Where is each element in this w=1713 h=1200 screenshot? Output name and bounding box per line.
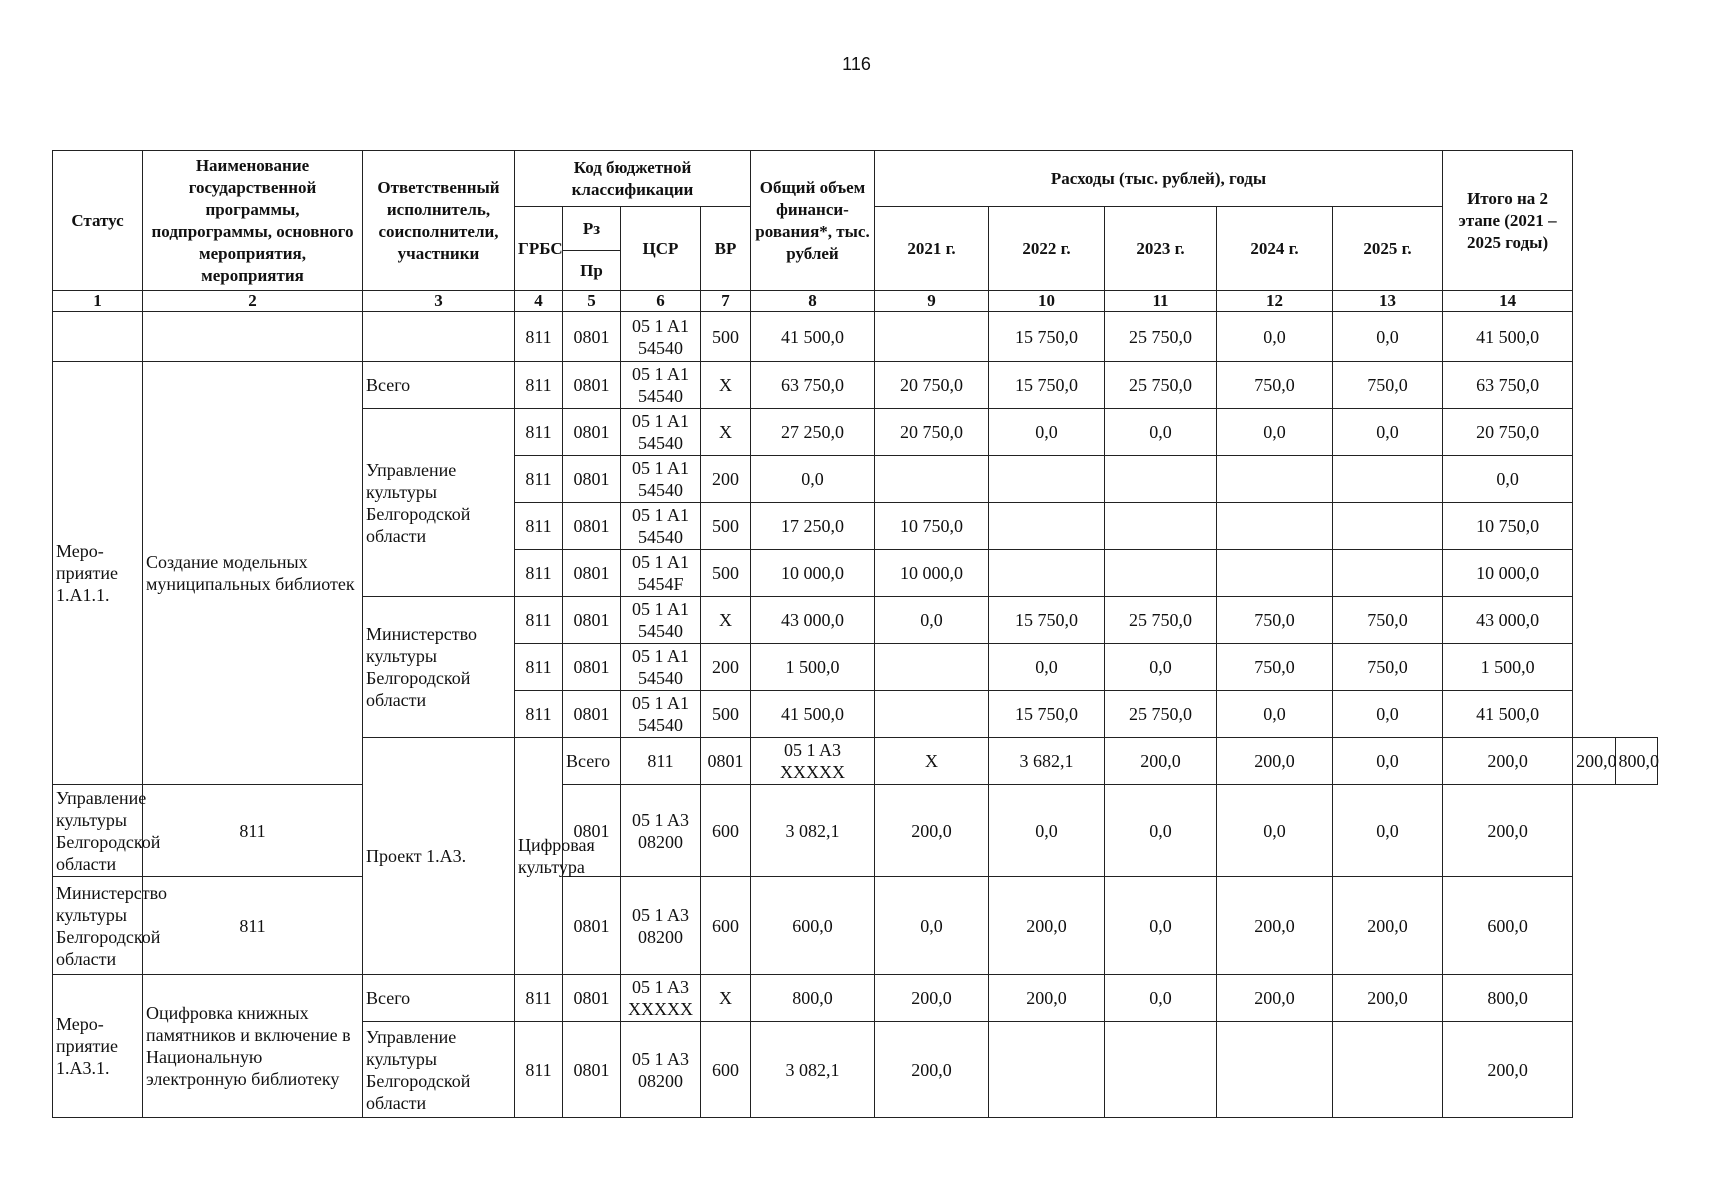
header-expenses: Расходы (тыс. рублей), годы	[875, 151, 1443, 207]
grbs-cell: 811	[515, 456, 563, 503]
header-total-volume: Общий объем финанси-рования*, тыс. рублей	[751, 151, 875, 291]
rzpr-cell: 0801	[563, 503, 621, 550]
column-number: 3	[363, 291, 515, 312]
executor-cell: Всего	[563, 738, 621, 785]
column-number: 5	[563, 291, 621, 312]
year-2023-cell	[1105, 1022, 1217, 1118]
year-2021-cell: 200,0	[875, 785, 989, 877]
year-2021-cell: 200,0	[875, 975, 989, 1022]
year-2022-cell: 0,0	[989, 409, 1105, 456]
year-2022-cell: 15 750,0	[989, 312, 1105, 362]
year-2024-cell	[1217, 503, 1333, 550]
column-number: 7	[701, 291, 751, 312]
total-volume-cell: 3 082,1	[751, 785, 875, 877]
year-2022-cell	[989, 456, 1105, 503]
year-2023-cell: 0,0	[1105, 644, 1217, 691]
year-2022-cell: 15 750,0	[989, 691, 1105, 738]
total-volume-cell: 600,0	[751, 877, 875, 975]
table-row	[53, 312, 1658, 362]
vr-cell: 600	[701, 877, 751, 975]
stage-total-cell: 600,0	[1443, 877, 1573, 975]
header-rz: Рз	[563, 207, 621, 251]
column-number: 6	[621, 291, 701, 312]
csr-cell: 05 1 A1 54540	[621, 409, 701, 456]
column-number: 14	[1443, 291, 1573, 312]
grbs-cell: 811	[515, 597, 563, 644]
year-2021-cell: 200,0	[875, 1022, 989, 1118]
year-2021-cell	[875, 312, 989, 362]
column-number: 4	[515, 291, 563, 312]
header-year-2022: 2022 г.	[989, 207, 1105, 291]
year-2023-cell: 25 750,0	[1105, 312, 1217, 362]
year-2021-cell	[875, 456, 989, 503]
stage-total-cell: 800,0	[1615, 738, 1657, 785]
csr-cell: 05 1 A3 08200	[621, 785, 701, 877]
status-cell	[53, 312, 143, 362]
total-volume-cell: 41 500,0	[751, 691, 875, 738]
year-2025-cell: 0,0	[1333, 785, 1443, 877]
total-volume-cell: 3 082,1	[751, 1022, 875, 1118]
csr-cell: 05 1 A1 54540	[621, 597, 701, 644]
year-2022-cell: 200,0	[1217, 738, 1333, 785]
column-number: 12	[1217, 291, 1333, 312]
year-2021-cell: 20 750,0	[875, 409, 989, 456]
year-2024-cell	[1217, 456, 1333, 503]
csr-cell: 05 1 A3 08200	[621, 1022, 701, 1118]
year-2024-cell	[1217, 1022, 1333, 1118]
name-cell	[143, 312, 363, 362]
executor-cell: Управление культуры Белгородской области	[363, 1022, 515, 1118]
grbs-cell: 811	[143, 877, 363, 975]
year-2025-cell: 0,0	[1333, 691, 1443, 738]
vr-cell: 500	[701, 312, 751, 362]
column-numbers-row	[53, 291, 1658, 312]
column-number: 2	[143, 291, 363, 312]
year-2025-cell	[1333, 1022, 1443, 1118]
header-grbs: ГРБС	[515, 207, 563, 291]
year-2024-cell: 200,0	[1217, 975, 1333, 1022]
stage-total-cell: 10 750,0	[1443, 503, 1573, 550]
rzpr-cell: 0801	[563, 975, 621, 1022]
rzpr-cell: 0801	[701, 738, 751, 785]
header-budget-code: Код бюджетной классификации	[515, 151, 751, 207]
executor-cell: Всего	[363, 362, 515, 409]
year-2022-cell: 0,0	[989, 785, 1105, 877]
year-2025-cell: 0,0	[1333, 409, 1443, 456]
year-2021-cell: 200,0	[1105, 738, 1217, 785]
year-2023-cell	[1105, 503, 1217, 550]
header-executor: Ответственный исполнитель, соисполнители, участники	[363, 151, 515, 291]
vr-cell: 200	[701, 456, 751, 503]
year-2024-cell: 750,0	[1217, 362, 1333, 409]
vr-cell: X	[701, 362, 751, 409]
year-2024-cell	[1217, 550, 1333, 597]
rzpr-cell: 0801	[563, 877, 621, 975]
total-volume-cell: 0,0	[751, 456, 875, 503]
rzpr-cell: 0801	[563, 409, 621, 456]
csr-cell: 05 1 A3 XXXXX	[621, 975, 701, 1022]
vr-cell: X	[701, 409, 751, 456]
column-number: 8	[751, 291, 875, 312]
status-cell: Проект 1.А3.	[363, 738, 515, 975]
total-volume-cell: 63 750,0	[751, 362, 875, 409]
year-2021-cell: 20 750,0	[875, 362, 989, 409]
name-cell: Оцифровка книжных памятников и включение в Национальную электронную библиотеку	[143, 975, 363, 1118]
rzpr-cell: 0801	[563, 550, 621, 597]
vr-cell: X	[701, 597, 751, 644]
year-2025-cell	[1333, 503, 1443, 550]
year-2022-cell	[989, 550, 1105, 597]
csr-cell: 05 1 A1 54540	[621, 644, 701, 691]
total-volume-cell: 3 682,1	[989, 738, 1105, 785]
year-2023-cell: 0,0	[1105, 785, 1217, 877]
csr-cell: 05 1 A1 54540	[621, 691, 701, 738]
year-2021-cell: 10 750,0	[875, 503, 989, 550]
grbs-cell: 811	[621, 738, 701, 785]
stage-total-cell: 63 750,0	[1443, 362, 1573, 409]
column-number: 11	[1105, 291, 1217, 312]
header-year-2024: 2024 г.	[1217, 207, 1333, 291]
grbs-cell: 811	[143, 785, 363, 877]
year-2025-cell: 0,0	[1333, 312, 1443, 362]
name-cell: Цифровая культура	[515, 738, 563, 975]
header-name: Наименование государственной программы, подпрограммы, основного мероприятия, мероприятия	[143, 151, 363, 291]
rzpr-cell: 0801	[563, 362, 621, 409]
year-2025-cell: 200,0	[1333, 975, 1443, 1022]
csr-cell: 05 1 A1 54540	[621, 312, 701, 362]
year-2021-cell	[875, 691, 989, 738]
rzpr-cell: 0801	[563, 644, 621, 691]
vr-cell: 600	[701, 1022, 751, 1118]
year-2022-cell	[989, 1022, 1105, 1118]
stage-total-cell: 0,0	[1443, 456, 1573, 503]
year-2023-cell: 0,0	[1105, 877, 1217, 975]
table-row	[53, 362, 1658, 409]
rzpr-cell: 0801	[563, 456, 621, 503]
year-2023-cell: 0,0	[1105, 409, 1217, 456]
year-2023-cell: 25 750,0	[1105, 597, 1217, 644]
status-cell: Меро-приятие 1.А3.1.	[53, 975, 143, 1118]
year-2024-cell: 200,0	[1443, 738, 1573, 785]
rzpr-cell: 0801	[563, 312, 621, 362]
grbs-cell: 811	[515, 975, 563, 1022]
stage-total-cell: 43 000,0	[1443, 597, 1573, 644]
vr-cell: 600	[701, 785, 751, 877]
year-2024-cell: 0,0	[1217, 312, 1333, 362]
header-year-2023: 2023 г.	[1105, 207, 1217, 291]
csr-cell: 05 1 A3 XXXXX	[751, 738, 875, 785]
year-2023-cell	[1105, 550, 1217, 597]
year-2022-cell: 15 750,0	[989, 362, 1105, 409]
vr-cell: X	[875, 738, 989, 785]
year-2025-cell: 750,0	[1333, 597, 1443, 644]
year-2025-cell: 750,0	[1333, 644, 1443, 691]
header-year-2025: 2025 г.	[1333, 207, 1443, 291]
year-2022-cell	[989, 503, 1105, 550]
budget-table	[52, 150, 1658, 1118]
csr-cell: 05 1 A1 54540	[621, 362, 701, 409]
total-volume-cell: 1 500,0	[751, 644, 875, 691]
name-cell: Создание модельных муниципальных библиотек	[143, 362, 363, 785]
grbs-cell: 811	[515, 1022, 563, 1118]
status-cell: Меро-приятие 1.А1.1.	[53, 362, 143, 785]
rzpr-cell: 0801	[563, 597, 621, 644]
csr-cell: 05 1 A3 08200	[621, 877, 701, 975]
stage-total-cell: 41 500,0	[1443, 691, 1573, 738]
stage-total-cell: 20 750,0	[1443, 409, 1573, 456]
year-2022-cell: 15 750,0	[989, 597, 1105, 644]
year-2025-cell: 750,0	[1333, 362, 1443, 409]
grbs-cell: 811	[515, 691, 563, 738]
year-2024-cell: 750,0	[1217, 597, 1333, 644]
year-2023-cell: 25 750,0	[1105, 362, 1217, 409]
header-vr: ВР	[701, 207, 751, 291]
header-stage-total: Итого на 2 этапе (2021 – 2025 годы)	[1443, 151, 1573, 291]
vr-cell: 500	[701, 503, 751, 550]
executor-cell	[363, 312, 515, 362]
year-2024-cell: 0,0	[1217, 409, 1333, 456]
stage-total-cell: 10 000,0	[1443, 550, 1573, 597]
year-2021-cell	[875, 644, 989, 691]
year-2023-cell	[1105, 456, 1217, 503]
rzpr-cell: 0801	[563, 785, 621, 877]
total-volume-cell: 10 000,0	[751, 550, 875, 597]
total-volume-cell: 17 250,0	[751, 503, 875, 550]
year-2025-cell	[1333, 456, 1443, 503]
stage-total-cell: 1 500,0	[1443, 644, 1573, 691]
year-2021-cell: 0,0	[875, 597, 989, 644]
rzpr-cell: 0801	[563, 1022, 621, 1118]
year-2025-cell: 200,0	[1333, 877, 1443, 975]
year-2022-cell: 200,0	[989, 975, 1105, 1022]
stage-total-cell: 200,0	[1443, 1022, 1573, 1118]
column-number: 9	[875, 291, 989, 312]
vr-cell: 500	[701, 691, 751, 738]
total-volume-cell: 41 500,0	[751, 312, 875, 362]
year-2023-cell: 25 750,0	[1105, 691, 1217, 738]
year-2025-cell: 200,0	[1573, 738, 1615, 785]
year-2021-cell: 0,0	[875, 877, 989, 975]
executor-cell: Управление культуры Белгородской области	[53, 785, 143, 877]
column-number: 10	[989, 291, 1105, 312]
year-2021-cell: 10 000,0	[875, 550, 989, 597]
total-volume-cell: 800,0	[751, 975, 875, 1022]
table-row	[53, 975, 1658, 1022]
year-2024-cell: 0,0	[1217, 691, 1333, 738]
stage-total-cell: 41 500,0	[1443, 312, 1573, 362]
table-row	[53, 785, 1658, 877]
header-year-2021: 2021 г.	[875, 207, 989, 291]
grbs-cell: 811	[515, 644, 563, 691]
header-csr: ЦСР	[621, 207, 701, 291]
vr-cell: 200	[701, 644, 751, 691]
total-volume-cell: 43 000,0	[751, 597, 875, 644]
stage-total-cell: 800,0	[1443, 975, 1573, 1022]
year-2025-cell	[1333, 550, 1443, 597]
grbs-cell: 811	[515, 409, 563, 456]
column-number: 13	[1333, 291, 1443, 312]
executor-cell: Министерство культуры Белгородской области	[53, 877, 143, 975]
header-pr: Пр	[563, 251, 621, 291]
table-row	[53, 877, 1658, 975]
grbs-cell: 811	[515, 550, 563, 597]
grbs-cell: 811	[515, 503, 563, 550]
year-2023-cell: 0,0	[1333, 738, 1443, 785]
grbs-cell: 811	[515, 312, 563, 362]
vr-cell: 500	[701, 550, 751, 597]
year-2022-cell: 0,0	[989, 644, 1105, 691]
year-2024-cell: 750,0	[1217, 644, 1333, 691]
year-2023-cell: 0,0	[1105, 975, 1217, 1022]
stage-total-cell: 200,0	[1443, 785, 1573, 877]
grbs-cell: 811	[515, 362, 563, 409]
year-2022-cell: 200,0	[989, 877, 1105, 975]
vr-cell: X	[701, 975, 751, 1022]
executor-cell: Всего	[363, 975, 515, 1022]
csr-cell: 05 1 A1 5454F	[621, 550, 701, 597]
csr-cell: 05 1 A1 54540	[621, 503, 701, 550]
header-status: Статус	[53, 151, 143, 291]
rzpr-cell: 0801	[563, 691, 621, 738]
executor-cell: Управление культуры Белгородской области	[363, 409, 515, 597]
year-2024-cell: 0,0	[1217, 785, 1333, 877]
column-number: 1	[53, 291, 143, 312]
executor-cell: Министерство культуры Белгородской области	[363, 597, 515, 738]
csr-cell: 05 1 A1 54540	[621, 456, 701, 503]
year-2024-cell: 200,0	[1217, 877, 1333, 975]
page-number: 116	[842, 54, 871, 74]
total-volume-cell: 27 250,0	[751, 409, 875, 456]
